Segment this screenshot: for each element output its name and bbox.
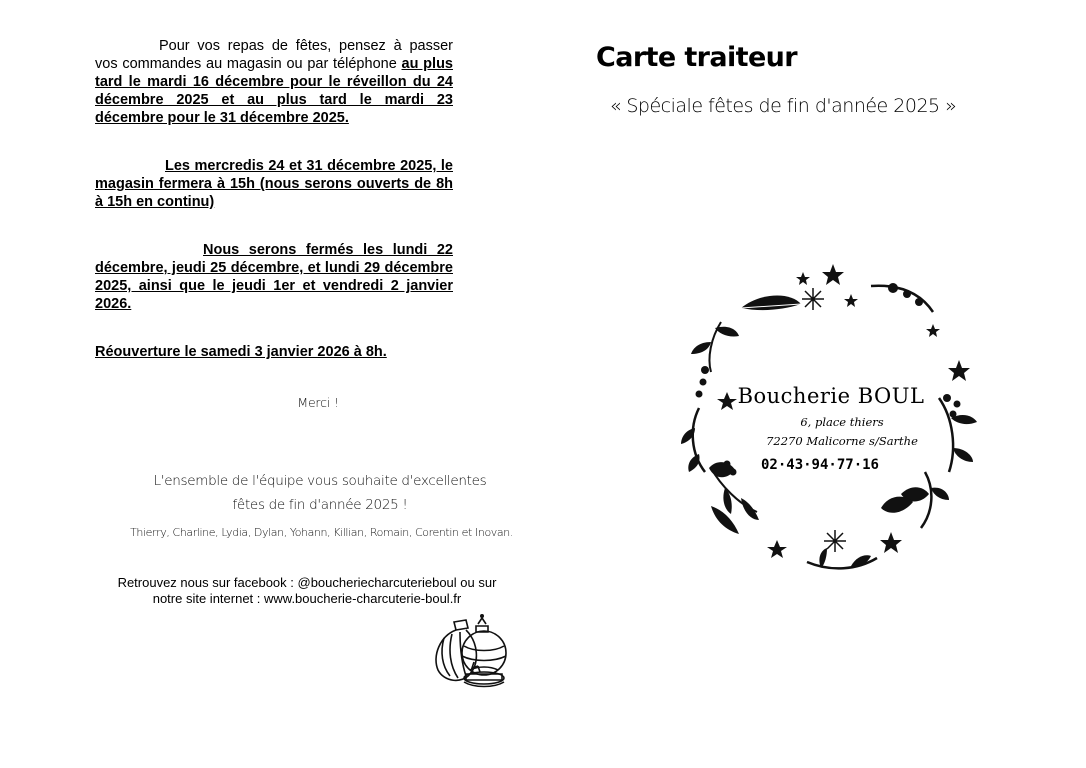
thanks-text: Merci ! (297, 395, 339, 410)
shop-name: Boucherie BOUL (737, 384, 925, 408)
order-deadline-dates: au plus tard le mardi 16 décembre pour le réveillon du 24 décembre 2025 et au plus tard le mardi 23 décembre pour le 31 décembre 2025. (95, 56, 453, 126)
closing-time-paragraph (95, 157, 453, 211)
greetings-line-1: L'ensemble de l'équipe vous souhaite d'excellentes (153, 473, 487, 489)
closed-days-paragraph (95, 241, 453, 313)
shop-address-city: 72270 Malicorne s/Sarthe (766, 434, 918, 448)
closed-days-text: Nous serons fermés les lundi 22 décembre, jeudi 25 décembre, et lundi 29 décembre 2025, ainsi que le jeudi 1er et vendredi 2 janvier 2026. (95, 242, 453, 312)
order-deadline-lead: Pour vos repas de fêtes, pensez à passer vos commandes au magasin ou par téléphone (95, 38, 453, 72)
greetings-line-2: fêtes de fin d'année 2025 ! (232, 497, 408, 513)
team-names: Thierry, Charline, Lydia, Dylan, Yohann, Killian, Romain, Corentin et Inovan. (130, 526, 513, 539)
page-title: Carte traiteur (596, 42, 798, 73)
shop-logo (681, 258, 981, 588)
reopening-paragraph: Réouverture le samedi 3 janvier 2026 à 8h. (95, 344, 387, 360)
page-subtitle: « Spéciale fêtes de fin d'année 2025 » (609, 95, 957, 117)
shop-address-street: 6, place thiers (800, 415, 884, 429)
social-links (92, 575, 522, 607)
right-page (543, 0, 1086, 768)
closing-time-text: Les mercredis 24 et 31 décembre 2025, le magasin fermera à 15h (nous serons ouverts de 8h à 15h en continu) (95, 158, 453, 210)
shop-phone: 02·43·94·77·16 (760, 457, 879, 473)
order-deadline-paragraph (95, 37, 453, 127)
facebook-line: Retrouvez nous sur facebook : @boucheriecharcuterieboul ou sur (117, 575, 497, 590)
season-greetings (150, 469, 490, 517)
christmas-baubles-icon (430, 608, 514, 690)
website-line: notre site internet : www.boucherie-charcuterie-boul.fr (152, 591, 462, 606)
